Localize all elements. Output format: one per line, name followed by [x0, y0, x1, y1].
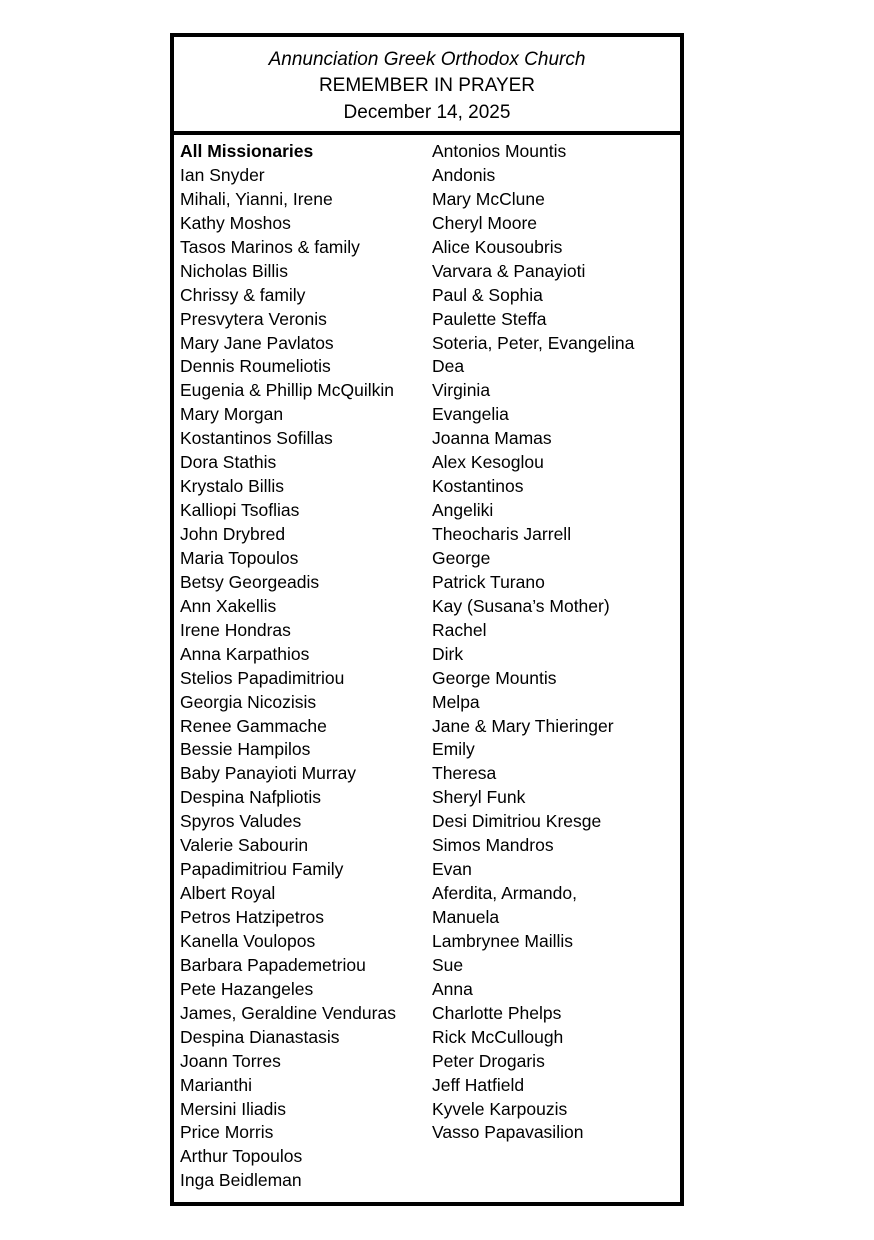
prayer-name-item: Alex Kesoglou [432, 452, 544, 473]
prayer-name-item: Sue [432, 954, 464, 975]
prayer-name-item: Nicholas Billis [180, 260, 288, 281]
prayer-name-item: Jane & Mary Thieringer [432, 715, 614, 736]
prayer-name-item: Joann Torres [180, 1050, 281, 1071]
prayer-name-item: Spyros Valudes [180, 811, 302, 832]
prayer-name-item: Irene Hondras [180, 619, 291, 640]
prayer-name-item: Simos Mandros [432, 835, 554, 856]
prayer-name-item: Mihali, Yianni, Irene [180, 188, 333, 209]
prayer-name-item: Evan [432, 859, 472, 880]
prayer-name-item: Presvytera Veronis [180, 308, 327, 329]
prayer-name-item: Arthur Topoulos [180, 1146, 303, 1167]
prayer-name-item: Jeff Hatfield [432, 1074, 525, 1095]
prayer-name-item: Pete Hazangeles [180, 978, 314, 999]
prayer-name-item: Despina Dianastasis [180, 1026, 340, 1047]
prayer-name-item: Angeliki [432, 500, 494, 521]
prayer-name-item: Kyvele Karpouzis [432, 1098, 568, 1119]
prayer-list-box [170, 131, 684, 1206]
prayer-name-item: Lambrynee Maillis [432, 930, 574, 951]
prayer-name-item: Renee Gammache [180, 715, 327, 736]
prayer-name-item: Varvara & Panayioti [432, 260, 586, 281]
prayer-name-item: Mersini Iliadis [180, 1098, 286, 1119]
prayer-name-item: Joanna Mamas [432, 428, 552, 449]
right-name-column [432, 140, 676, 1145]
prayer-name-item: Dea [432, 356, 465, 377]
prayer-name-item: Petros Hatzipetros [180, 907, 324, 927]
prayer-name-item: Antonios Mountis [432, 141, 567, 161]
prayer-name-item: George Mountis [432, 667, 557, 688]
prayer-name-item: James, Geraldine Venduras [180, 1002, 396, 1023]
church-name: Annunciation Greek Orthodox Church [268, 49, 586, 70]
prayer-name-item: Valerie Sabourin [180, 835, 309, 856]
prayer-name-item: Inga Beidleman [180, 1170, 302, 1191]
prayer-name-item: Ann Xakellis [180, 595, 277, 616]
prayer-name-item: Dennis Roumeliotis [180, 356, 331, 377]
prayer-name-item: Marianthi [180, 1074, 252, 1095]
prayer-name-item: Maria Topoulos [180, 547, 299, 568]
prayer-name-item: Emily [432, 739, 475, 760]
prayer-name-item: Mary McClune [432, 188, 545, 209]
prayer-name-item: Evangelia [432, 404, 509, 425]
prayer-name-item: Barbara Papademetriou [180, 954, 366, 975]
prayer-name-item: Despina Nafpliotis [180, 787, 322, 808]
prayer-name-item: Dora Stathis [180, 452, 277, 473]
prayer-name-item: Dirk [432, 643, 464, 664]
prayer-name-item: Anna Karpathios [180, 643, 310, 664]
prayer-name-item: Virginia [432, 380, 491, 401]
prayer-name-item: Kay (Susana’s Mother) [432, 595, 610, 616]
prayer-name-item: Melpa [432, 691, 480, 712]
prayer-name-item: Bessie Hampilos [180, 739, 311, 760]
prayer-name-item: Betsy Georgeadis [180, 571, 320, 592]
prayer-name-item: Stelios Papadimitriou [180, 667, 345, 688]
prayer-name-item: Kostantinos [432, 476, 524, 497]
prayer-name-item: Manuela [432, 907, 500, 927]
prayer-name-item: Rachel [432, 619, 487, 640]
prayer-name-item: Peter Drogaris [432, 1050, 545, 1071]
prayer-name-item: Kathy Moshos [180, 212, 291, 233]
prayer-name-item: Tasos Marinos & family [180, 236, 360, 257]
prayer-name-item: Eugenia & Phillip McQuilkin [180, 380, 394, 401]
prayer-name-item: Theresa [432, 763, 497, 784]
prayer-name-item: Georgia Nicozisis [180, 691, 317, 712]
prayer-name-item: Baby Panayioti Murray [180, 763, 357, 784]
prayer-name-item: Kostantinos Sofillas [180, 428, 333, 449]
prayer-name-item: Sheryl Funk [432, 787, 526, 808]
prayer-name-item: Desi Dimitriou Kresge [432, 811, 602, 832]
prayer-name-item: Vasso Papavasilion [432, 1122, 584, 1143]
prayer-name-item: Aferdita, Armando, [432, 883, 577, 904]
prayer-name-item: Papadimitriou Family [180, 859, 344, 880]
bulletin-title: REMEMBER IN PRAYER [318, 75, 536, 96]
prayer-name-item: Price Morris [180, 1122, 274, 1143]
left-name-column [180, 140, 428, 1193]
prayer-name-item: Ian Snyder [180, 164, 265, 185]
prayer-name-item: Albert Royal [180, 883, 276, 904]
prayer-name-item: Kalliopi Tsoflias [180, 500, 300, 521]
prayer-name-item: Mary Morgan [180, 404, 284, 425]
prayer-name-item: Patrick Turano [432, 571, 545, 592]
prayer-name-item: Mary Jane Pavlatos [180, 332, 334, 353]
prayer-name-item: Cheryl Moore [432, 212, 538, 233]
header-box [170, 33, 684, 135]
prayer-name-item: Paulette Steffa [432, 308, 547, 329]
prayer-name-item: Anna [432, 978, 473, 999]
prayer-name-item: Andonis [432, 164, 496, 185]
prayer-name-item: Charlotte Phelps [432, 1002, 562, 1023]
prayer-name-item: Krystalo Billis [180, 476, 285, 497]
prayer-name-item: Paul & Sophia [432, 284, 543, 305]
bulletin-date: December 14, 2025 [343, 102, 511, 123]
prayer-name-item: All Missionaries [180, 141, 314, 161]
prayer-name-item: Alice Kousoubris [432, 236, 563, 257]
prayer-name-item: Theocharis Jarrell [432, 524, 572, 544]
prayer-name-item: Rick McCullough [432, 1026, 564, 1047]
prayer-name-item: George [432, 547, 491, 568]
prayer-name-item: Kanella Voulopos [180, 930, 316, 951]
prayer-name-item: Chrissy & family [180, 284, 306, 305]
prayer-name-item: Soteria, Peter, Evangelina [432, 332, 635, 353]
prayer-name-item: John Drybred [180, 524, 286, 544]
